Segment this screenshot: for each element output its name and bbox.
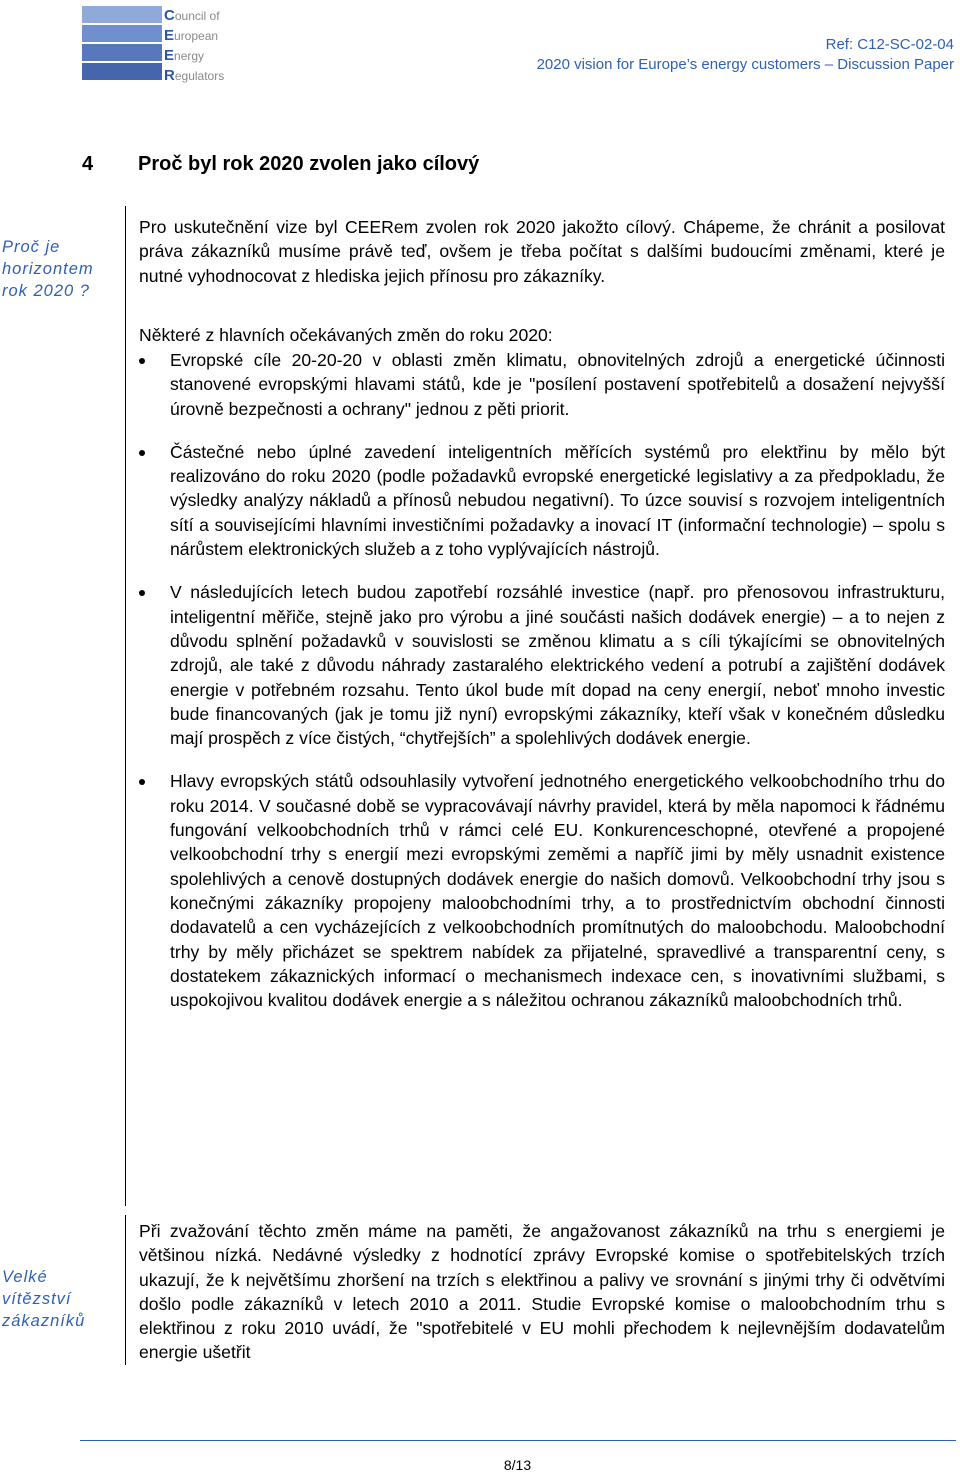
logo-line: European (164, 27, 219, 44)
section-title: Proč byl rok 2020 zvolen jako cílový (138, 153, 480, 175)
side-note-horizon: Proč je horizontem rok 2020 ? (2, 238, 94, 300)
list-item (139, 769, 945, 1012)
list-item-text: Částečné nebo úplné zavedení inteligentních měřících systémů pro elektřinu by mělo být realizováno do roku 2020 (podle požadavků evropské energetické legislativy a za předpokladu, že výsledky analýzy nákladů a přínosů nebudou negativní). To úzce souvisí s rozvojem inteligentních sítí a souvisejícími hlavními investičními požadavky a inovací IT (informační technologie) – spolu s nárůstem elektronických služeb a z toho vyplývajících nástrojů. (170, 441, 945, 560)
list-item-text: Hlavy evropských států odsouhlasily vytvoření jednotného energetického velkoobchodního trhu do roku 2014. V současné době se vypracovávají návrhy pravidel, která by měla napomoci k řádnému fungování velkoobchodních trhů v rámci celé EU. Konkurenceschopné, otevřené a propojené velkoobchodní trhy s energií mezi evropskými zeměmi a napříč jimi by měly usnadnit existence spolehlivých a cenově dostupných dodávek energie do našich domovů. Velkoobchodní trhy jsou s konečnými zákazníky propojeny maloobchodními trhy, a to prostřednictvím obchodní činnosti dodavatelů a cen vycházejících z velkoobchodních promítnutých do maloobchodu. Maloobchodní trhy by měly přicházet se spektrem nabídek za přijatelné, spravedlivé a transparentní ceny, s dostatekem zákaznických informací o mechanismech indexace cen, s inovativními službami, s uspokojivou kvalitou dodávek energie a s náležitou ochranou zákazníků maloobchodních trhů. (170, 771, 945, 1011)
list-item-text: V následujících letech budou zapotřebí rozsáhlé investice (např. pro přenosovou infrastrukturu, inteligentní měřiče, stejně jako pro výrobu a jiné součásti našich dodávek energie) – a to nejen z důvodu splnění požadavků v souvislosti se změnou klimatu a s cíli týkajícími se obnovitelných zdrojů, ale také z důvodu náhrady zastaralého elektrického vedení a potrubí a zajištění dodávek energie v potřebném rozsahu. Tento úkol bude mít dopad na ceny energií, neboť mnoho investic bude financovaných (jak je tomu již nyní) evropskými zákazníky, kteří však v konečném důsledku mají prospěch z více čistých, “chytřejších” a spolehlivých dodávek energie. (170, 582, 945, 749)
side-note-victory: Velké vítězství zákazníků (2, 1268, 86, 1330)
bullet-icon (139, 779, 145, 785)
logo-bars (82, 6, 162, 82)
list-item (139, 440, 945, 561)
bullet-list (139, 348, 945, 1012)
margin-rule (125, 206, 126, 1206)
logo-bar (82, 6, 162, 23)
bullet-icon (139, 590, 145, 596)
logo-line: Energy (164, 47, 205, 64)
logo-line: Regulators (164, 67, 225, 84)
section-number: 4 (82, 153, 94, 175)
logo-bar (82, 25, 162, 42)
logo-text (164, 6, 224, 86)
list-item-text: Evropské cíle 20-20-20 v oblasti změn klimatu, obnovitelných zdrojů a energetické účinnosti stanovené evropskými hlavami států, kde je "posílení postavení spotřebitelů a dosažení nejvyšší úrovně bezpečnosti a ochrany" jednou z pěti priorit. (170, 350, 945, 419)
bullet-icon (139, 450, 145, 456)
logo-bar (82, 63, 162, 80)
bullet-icon (139, 358, 145, 364)
intro-paragraph: Pro uskutečnění vize byl CEERem zvolen rok 2020 jakožto cílový. Chápeme, že chránit a posilovat práva zákazníků musíme právě teď, ovšem je třeba počítat s dalšími budoucími změnami, které je nutné vyhodnocovat z hlediska jejich přínosu pro zákazníky. (139, 217, 945, 286)
document-subtitle: 2020 vision for Europe’s energy customers – Discussion Paper (536, 56, 954, 73)
closing-paragraph: Při zvažování těchto změn máme na paměti, že angažovanost zákazníků na trhu s energiemi je většinou nízká. Nedávné výsledky z hodnotící zprávy Evropské komise o spotřebitelských trzích ukazují, že k největšímu zhoršení na trzích s elektřinou a palivy ve srovnání s jinými trhy či odvětvími došlo podle zákazníků v letech 2010 a 2011. Studie Evropské komise o maloobchodním trhu s elektřinou z roku 2010 uvádí, že "spotřebitelé v EU mohli přechodem k nejlevnějším dodavatelům energie ušetřit (139, 1221, 945, 1363)
list-item (139, 348, 945, 421)
lead-paragraph: Některé z hlavních očekávaných změn do roku 2020: (139, 325, 553, 345)
document-reference: Ref: C12-SC-02-04 (825, 36, 954, 53)
page-number: 8/13 (503, 1457, 532, 1473)
ceer-logo (82, 6, 227, 82)
list-item (139, 580, 945, 750)
logo-line: Council of (164, 7, 220, 24)
margin-rule (125, 1215, 126, 1365)
footer-rule (80, 1440, 956, 1441)
logo-bar (82, 44, 162, 61)
